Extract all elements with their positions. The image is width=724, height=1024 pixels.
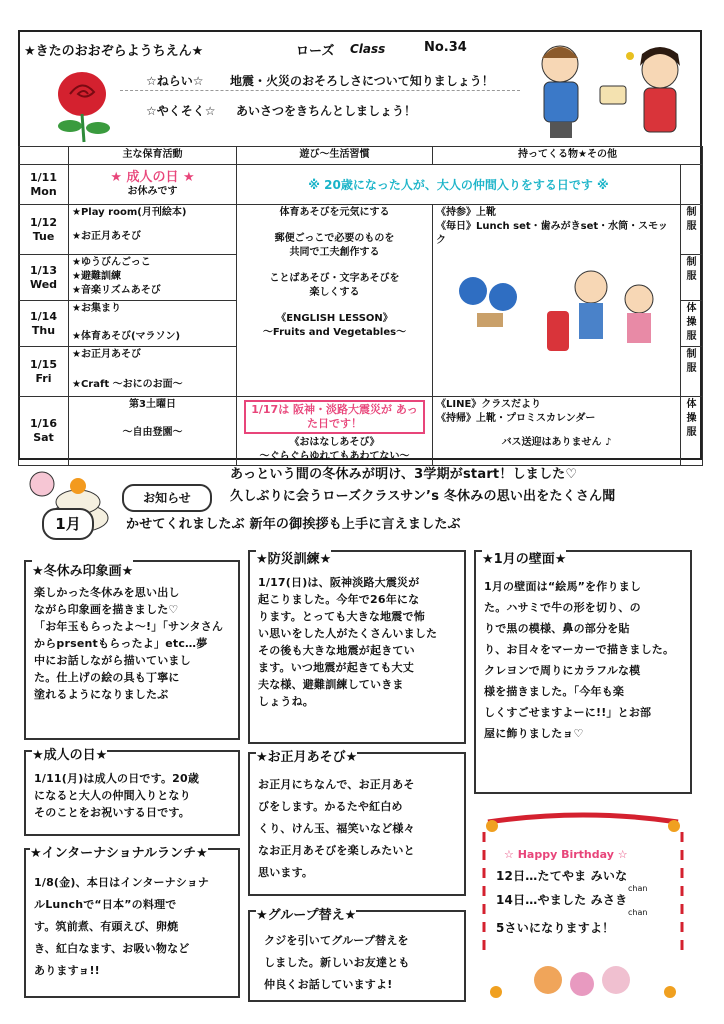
coming-title: ★成人の日★ (32, 744, 107, 763)
birthday-card (478, 812, 688, 1008)
issue-number: No.34 (424, 40, 467, 55)
earthquake-notice: 1/17は 阪神・淡路大震災が あった日です！ (244, 400, 425, 434)
header-play: 遊び～生活習慣 (237, 147, 433, 165)
winter-title: ★冬休み印象画★ (32, 560, 133, 579)
news-intro-last: かせてくれましたぶ 新年の御挨拶も上手に言えましたぶ (126, 517, 461, 532)
intl-title: ★インターナショナルランチ★ (30, 842, 208, 861)
aim-label: ☆ねらい☆ (146, 74, 204, 88)
coming-of-age-label: ★ 成人の日 ★ (110, 169, 195, 185)
month-badge: 1月 (42, 508, 94, 540)
header-bring: 持ってくる物★その他 (433, 147, 703, 165)
header-main: 主な保育活動 (69, 147, 237, 165)
birthday-frame-icon (478, 812, 688, 1008)
table-row: 1/11 Mon ★ 成人の日 ★ お休みです ※ 20歳になった人が、大人の仲間入りをする日です ※ (19, 165, 703, 205)
postman-bird-illustration (443, 261, 673, 361)
newyear-title: ★お正月あそび★ (256, 746, 357, 765)
header-divider (120, 90, 520, 91)
promise-text: あいさつをきちんとしましょう！ (236, 104, 417, 118)
birthday-title: ☆ Happy Birthday ☆ (504, 848, 628, 861)
coming-of-age-box: ★成人の日★ 1/11(月)は成人の日です。20歳 になると大人の仲間入りとなり そのことをお祝いする日です。 (24, 750, 240, 836)
group-title: ★グループ替え★ (256, 904, 356, 923)
bus-note: バス送迎はありません ♪ (501, 437, 612, 448)
coming-of-age-note: ※ 20歳になった人が、大人の仲間入りをする日です ※ (237, 165, 681, 205)
aim-text: 地震・火災のおそろしさについて知りましょう！ (230, 74, 494, 88)
disaster-drill-box: ★防災訓練★ 1/17(日)は、阪神淡路大震災が 起こりました。今年で26年にな ります。とっても大きな地震で怖 い思いをした人がたくさんいました その後も大きな地震が起きてい ます。いつ地震が起きても大丈 夫な様、避難訓練していきま しょうね。 (248, 550, 466, 744)
rose-icon (40, 64, 130, 144)
class-name: ローズ (296, 44, 335, 59)
new-year-games-box: ★お正月あそび★ お正月にちなんで、お正月あそ びをします。かるたや紅白め くり、けん玉、福笑いなど様々 なお正月あそびを楽しみたいと 思います。 (248, 752, 466, 896)
disaster-title: ★防災訓練★ (256, 548, 331, 567)
kimono-kids-illustration (520, 36, 696, 142)
class-word: Class (350, 42, 386, 56)
news-heading: お知らせ (122, 484, 212, 512)
birthday-chan-2: chan (628, 908, 648, 917)
birthday-age: 5さいになりますよ！ (496, 921, 615, 935)
school-name: ★きたのおおぞらようちえん★ (24, 44, 204, 59)
table-row: 1/14 Thu ★お集まり ★体育あそび(マラソン) 体操服 (19, 301, 703, 347)
table-row: 1/16 Sat 第3土曜日 ～自由登園～ 1/17は 阪神・淡路大震災が あった日です！ 《おはなしあそび》 ～ぐらぐらゆれてもあわてない～ 《LINE》クラスだより 《持帰》上靴・プロミスカレンダー バス送迎はありません ♪ 体操服 (19, 397, 703, 466)
group-change-box: ★グループ替え★ クジを引いてグループ替えを しました。新しいお友達とも 仲良くお話していますよ! (248, 910, 466, 1002)
schedule-table (18, 146, 703, 466)
table-row: 1/12 Tue ★Play room(月刊絵本) ★お正月あそび 体育あそびを元気にする 郵便ごっこで必要のものを 共同で工夫創作する ことばあそび・文字あそびを 楽しくする 《ENGLISH LESSON》 ～Fruits and Vegetables～ 《持参》上靴 《毎日》Lunch set・歯みがきset・水筒・スモック 制服 (19, 205, 703, 255)
news-intro: あっという間の冬休みが明け、3学期がstart！しました♡ 久しぶりに会うローズクラスサン’s 冬休みの思い出をたくさん聞 (230, 467, 616, 504)
birthday-child-2: 14日…やました みさき (496, 893, 628, 907)
birthday-chan-1: chan (628, 884, 648, 893)
wall-art-box: ★1月の壁面★ 1月の壁面は“絵馬”を作りまし た。ハサミで牛の形を切り、の りで黒の模様、鼻の部分を貼 り、お目々をマーカーで描きました。 クレヨンで周りにカラフルな模 様を描きました。「今年も楽 しくすごせますよーに!!」とお部 屋に飾りましたョ♡ (474, 550, 692, 794)
promise-label: ☆やくそく☆ (146, 104, 216, 118)
birthday-child-1: 12日…たてやま みいな (496, 869, 628, 883)
wall-title: ★1月の壁面★ (482, 548, 566, 567)
international-lunch-box: ★インターナショナルランチ★ 1/8(金)、本日はインターナショナ ルLunchで“日本”の料理で す。筑前煮、有頭えび、卵焼 き、紅白なます、お吸い物など ありますョ!! (24, 848, 240, 998)
table-row: 1/13 Wed ★ゆうびんごっこ ★避難訓練 ★音楽リズムあそび 制服 (19, 255, 703, 301)
header-day (19, 147, 69, 165)
table-row: 1/15 Fri ★お正月あそび ★Craft ～おにのお面～ 制服 (19, 347, 703, 397)
winter-drawing-box: ★冬休み印象画★ 楽しかった冬休みを思い出し ながら印象画を描きました♡ 「お年玉もらったよ～!」「サンタさん からprsentもらったよ」etc…夢 中にお話しながら描いていまし た。仕上げの絵の具も丁寧に 塗れるようになりましたぶ (24, 560, 240, 740)
